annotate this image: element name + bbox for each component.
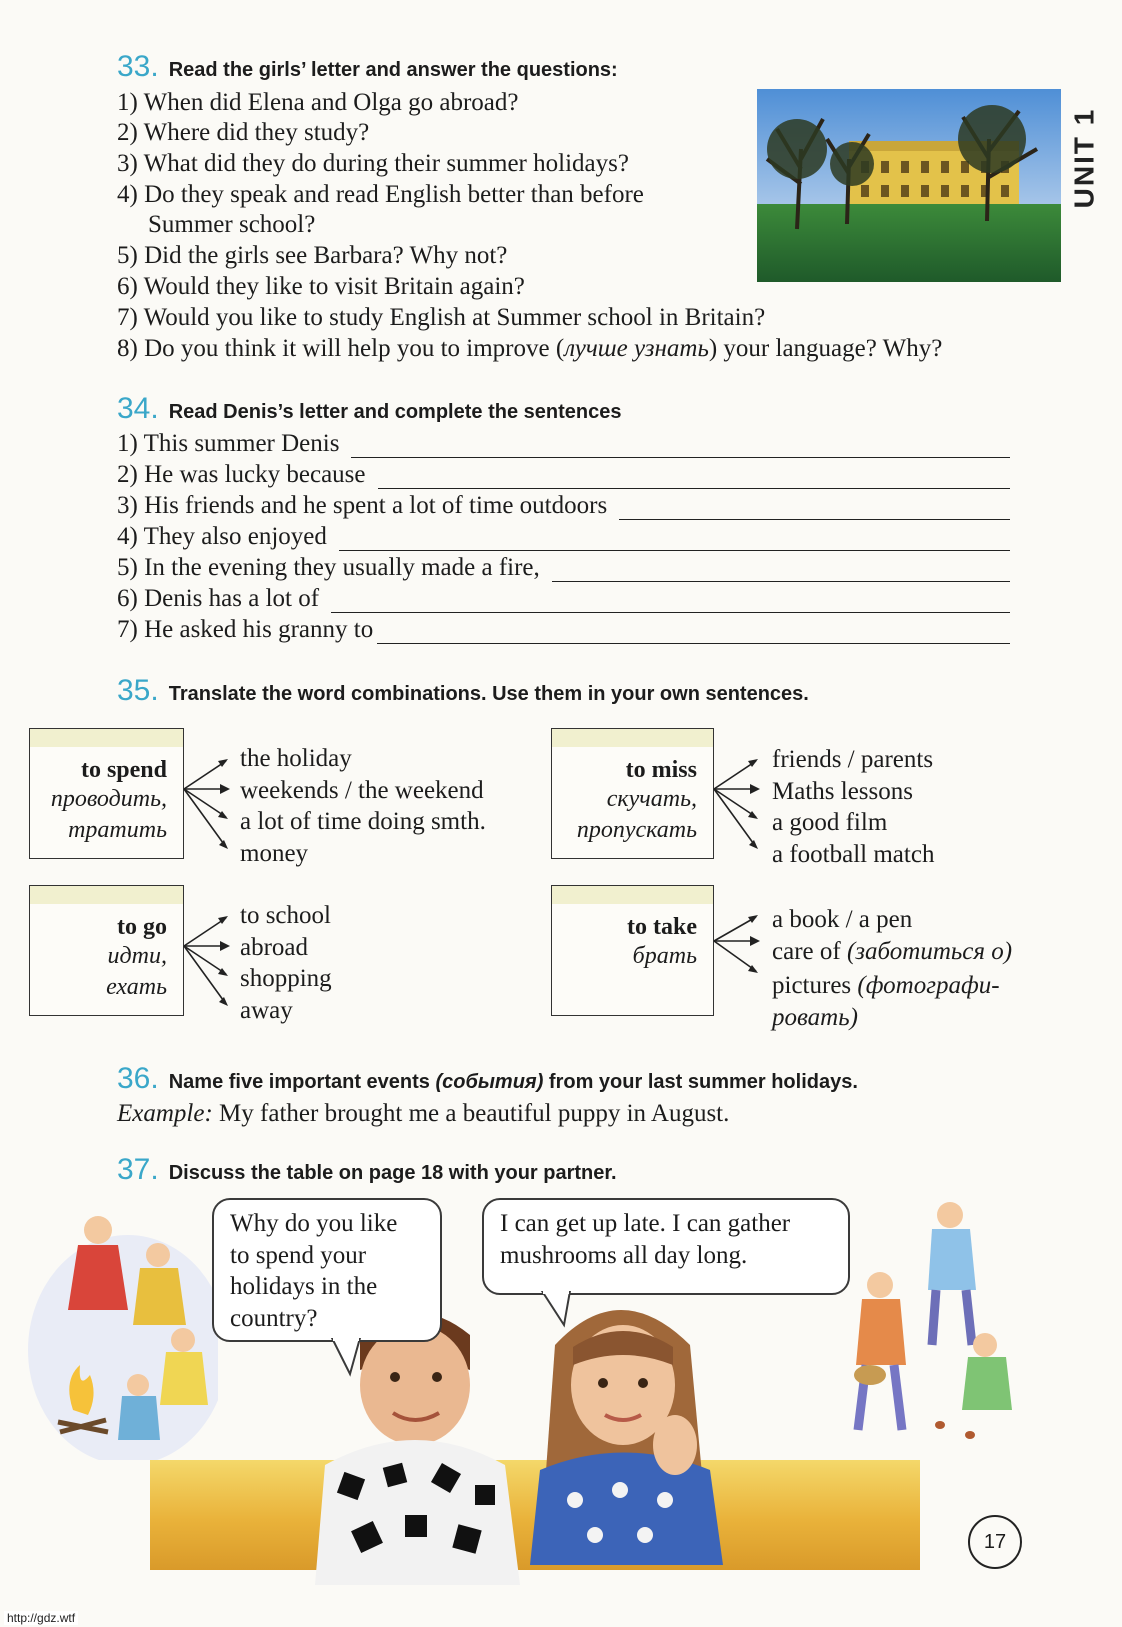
combo: shopping (240, 965, 332, 992)
verb: to miss (625, 757, 697, 783)
question-4: 4) Do they speak and read English better than before (117, 181, 644, 208)
blank-line (351, 435, 1010, 458)
sentence-7 (117, 614, 1010, 644)
combos-spend (240, 743, 486, 869)
example-text: My father brought me a beautiful puppy in August. (212, 1100, 730, 1127)
combos-go (240, 900, 332, 1026)
sentence-6 (117, 583, 1010, 613)
unit-tab (1064, 88, 1104, 228)
combo: money (240, 839, 309, 867)
blank-line (552, 559, 1010, 582)
question-8-end: ) your language? Why? (708, 335, 943, 362)
combos-miss (772, 744, 934, 870)
bubble-tail (540, 1291, 580, 1331)
sentence-1 (117, 428, 1010, 458)
verb-box-go (29, 885, 184, 1016)
exercise-number: 34. (117, 392, 159, 425)
combo: a lot of time doing smth. (240, 808, 486, 835)
exercise-34-heading (117, 392, 621, 426)
verb-translation: тратить (68, 817, 167, 843)
unit-tab-label: UNIT 1 (1068, 107, 1099, 209)
bubble-line: Why do you like (230, 1210, 398, 1237)
question-4-cont: Summer school? (148, 211, 316, 238)
exercise-35-heading (117, 674, 809, 708)
girl-speech-bubble (482, 1198, 850, 1295)
question-7: 7) Would you like to study English at Summer school in Britain? (117, 304, 766, 331)
exercise-37-heading (117, 1153, 617, 1187)
exercise-number: 36. (117, 1062, 159, 1095)
combo-gloss: (заботиться о) (846, 937, 1013, 965)
verb-translation: ехать (106, 974, 167, 1000)
footer-url: http://gdz.wtf (4, 1611, 78, 1625)
combo-gloss-cont: ровать) (772, 1003, 858, 1031)
sentence-3 (117, 490, 1010, 520)
combo (772, 936, 1012, 968)
combo: a good film (772, 809, 888, 836)
arrows-miss (714, 755, 762, 865)
verb: to spend (80, 757, 167, 783)
exercise-title: Name five important events (168, 1071, 436, 1093)
combo: away (240, 996, 293, 1024)
verb-translation: скучать, (606, 786, 697, 812)
exercise-title-gloss: (события) (435, 1071, 544, 1093)
mushroom-pickers-illustration (840, 1195, 1040, 1450)
blank-line (378, 466, 1010, 489)
bubble-line: mushrooms all day long. (500, 1241, 748, 1269)
sentence-start: 6) Denis has a lot of (117, 585, 320, 612)
arrows-take (714, 907, 762, 997)
verb-box-miss (551, 728, 714, 859)
campfire-illustration (18, 1200, 218, 1460)
exercise-title: Discuss the table on page 18 with your partner. (168, 1162, 617, 1184)
question-2: 2) Where did they study? (117, 119, 370, 146)
bubble-line: country? (230, 1304, 318, 1332)
arrows-go (184, 912, 232, 1022)
verb: to take (627, 914, 697, 940)
combos-take (772, 904, 1012, 1033)
verb-translation: проводить, (50, 786, 167, 812)
sentence-5 (117, 552, 1010, 582)
exercise-title: Read the girls’ letter and answer the questions: (168, 59, 618, 81)
sentence-start: 7) He asked his granny to (117, 616, 374, 643)
combo-text: care of (772, 937, 847, 965)
verb-translation: пропускать (576, 817, 697, 843)
sentence-start: 5) In the evening they usually made a fire, (117, 554, 540, 581)
verb-box-spend (29, 728, 184, 859)
sentence-start: 2) He was lucky because (117, 461, 366, 488)
example-label: Example: (117, 1100, 213, 1127)
sentence-2 (117, 459, 1010, 489)
question-8-start: 8) Do you think it will help you to improve ( (117, 335, 565, 362)
question-5: 5) Did the girls see Barbara? Why not? (117, 242, 508, 269)
question-8 (117, 334, 942, 364)
combo: Maths lessons (772, 777, 913, 805)
arrows-spend (184, 755, 232, 865)
combo: abroad (240, 933, 309, 961)
sentence-4 (117, 521, 1010, 551)
exercise-title-end: from your last summer holidays. (543, 1071, 858, 1093)
blank-line (377, 621, 1010, 644)
bubble-line: holidays in the (230, 1273, 378, 1300)
page-number: 17 (968, 1515, 1022, 1569)
bubble-line: I can get up late. I can gather (500, 1210, 791, 1237)
blank-line (331, 590, 1010, 613)
exercise-title: Read Denis’s letter and complete the sentences (168, 401, 622, 423)
boy-speech-bubble (212, 1198, 442, 1342)
verb-box-take (551, 885, 714, 1016)
verb: to go (117, 914, 167, 940)
combo: friends / parents (772, 746, 934, 773)
combo: the holiday (240, 745, 352, 772)
sentence-start: 1) This summer Denis (117, 430, 340, 457)
question-3: 3) What did they do during their summer holidays? (117, 150, 629, 177)
combo: weekends / the weekend (240, 776, 484, 804)
verb-translation: брать (632, 943, 697, 969)
exercise-number: 33. (117, 50, 159, 83)
sentence-start: 4) They also enjoyed (117, 523, 327, 550)
country-house-photo (757, 89, 1061, 282)
exercise-33-heading (117, 50, 618, 84)
bubble-tail (330, 1338, 370, 1378)
exercise-number: 37. (117, 1153, 159, 1186)
sentence-start: 3) His friends and he spent a lot of time outdoors (117, 492, 608, 519)
combo: to school (240, 902, 331, 929)
combo-gloss: (фотографи- (857, 972, 1000, 999)
exercise-title: Translate the word combinations. Use them in your own sentences. (168, 683, 809, 705)
combo: a book / a pen (772, 906, 913, 933)
question-6: 6) Would they like to visit Britain again? (117, 273, 525, 300)
blank-line (339, 528, 1010, 551)
question-8-gloss: лучше узнать (564, 335, 709, 362)
combo: a football match (772, 840, 935, 868)
question-1: 1) When did Elena and Olga go abroad? (117, 89, 519, 116)
blank-line (619, 497, 1010, 520)
example-line (117, 1099, 729, 1129)
combo-text: pictures (772, 972, 858, 999)
bubble-line: to spend your (230, 1241, 367, 1269)
combo (772, 970, 1012, 1002)
exercise-number: 35. (117, 674, 159, 707)
exercise-36-heading (117, 1062, 858, 1096)
verb-translation: идти, (107, 943, 167, 969)
